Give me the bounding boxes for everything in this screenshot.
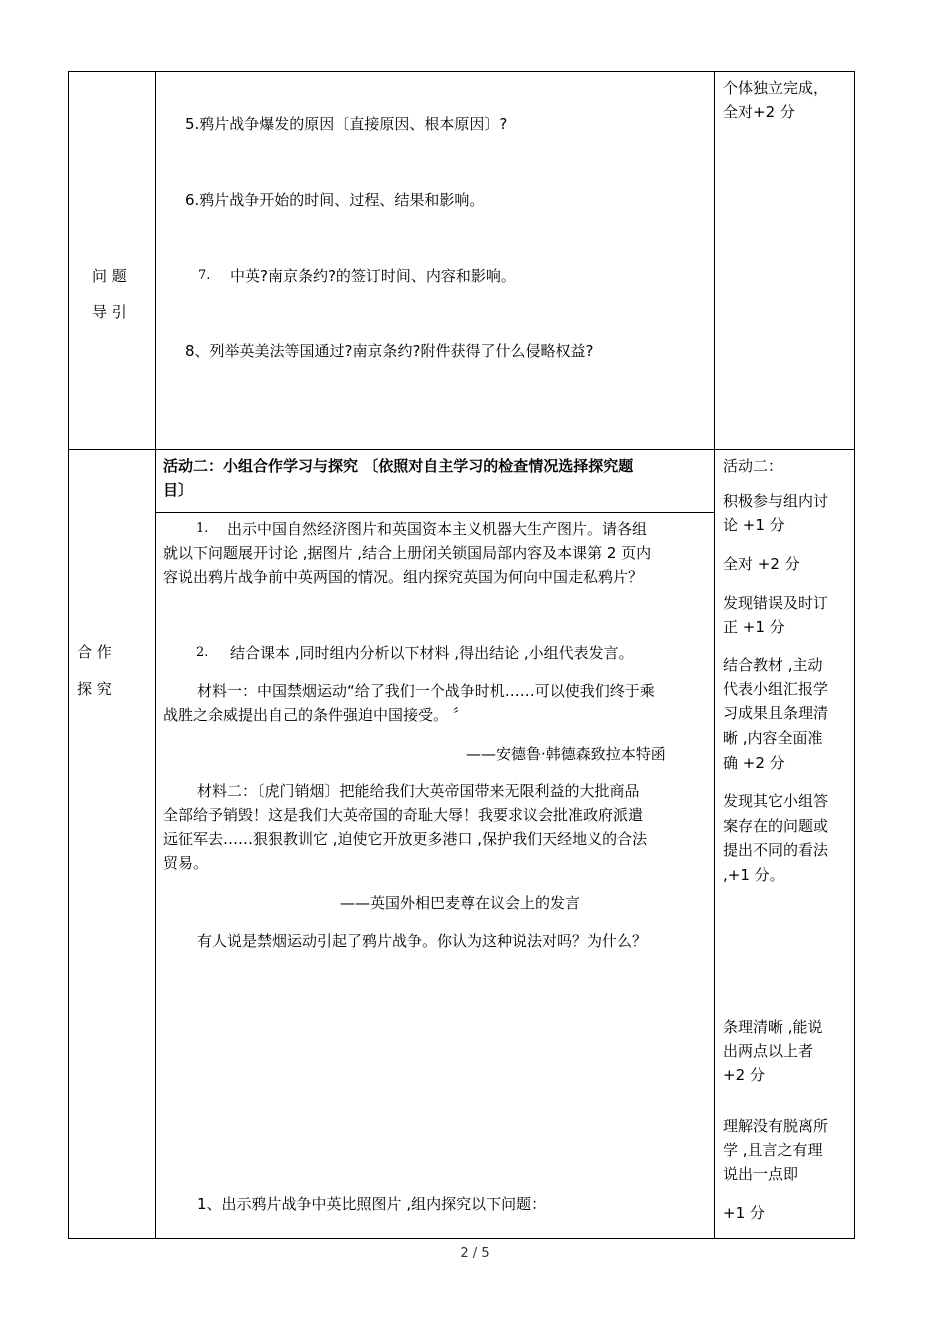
material-2-line4: 贸易。: [163, 854, 209, 872]
score-6-line3: +2 分: [723, 1066, 765, 1084]
material-1-source: ——安德鲁·韩德森致拉本特函: [466, 745, 666, 763]
table-left-border: [68, 71, 69, 1239]
score-4-line3: 习成果且条理清: [723, 704, 829, 722]
score-7-line2: 学 ,且言之有理: [723, 1141, 823, 1159]
table-col-divider-2: [714, 71, 715, 1239]
label-question-guide-2: 导 引: [92, 303, 127, 321]
label-cooperation-1: 合 作: [77, 643, 112, 661]
comparison-item-1: 1、出示鸦片战争中英比照图片 ,组内探究以下问题：: [197, 1195, 547, 1213]
question-5: 5.鸦片战争爆发的原因〔直接原因、根本原因〕?: [185, 115, 508, 133]
row-divider-guide-coop: [68, 449, 855, 450]
table-bottom-border: [68, 1238, 855, 1239]
score-3-line2: 正 +1 分: [723, 618, 785, 636]
score-4-line5: 确 +2 分: [723, 754, 785, 772]
material-1-line1: 材料一：中国禁烟运动“给了我们一个战争时机……可以使我们终于乘: [197, 682, 655, 700]
material-2-line3: 远征军去……狠狠教训它 ,迫使它开放更多港口 ,保护我们天经地义的合法: [163, 830, 648, 848]
label-question-guide-1: 问 题: [92, 267, 127, 285]
discussion-question: 有人说是禁烟运动引起了鸦片战争。你认为这种说法对吗？为什么？: [197, 932, 648, 950]
table-right-border: [854, 71, 855, 1239]
score-3-line1: 发现错误及时订: [723, 594, 829, 612]
question-8: 8、列举英美法等国通过?南京条约?附件获得了什么侵略权益?: [185, 342, 594, 360]
activity-2-title-line2: 目〕: [163, 481, 194, 499]
material-2-line2: 全部给予销毁！这是我们大英帝国的奇耻大辱！我要求议会批准政府派遣: [163, 806, 644, 824]
score-7-line3: 说出一点即: [723, 1165, 799, 1183]
score-5-line4: ,+1 分。: [723, 866, 785, 884]
activity-item-1-line1: 出示中国自然经济图片和英国资本主义机器大生产图片。请各组: [227, 520, 648, 538]
score-7-line1: 理解没有脱离所: [723, 1117, 829, 1135]
material-1-line2: 战胜之余威提出自己的条件强迫中国接受。 〞: [163, 706, 468, 724]
score-5-line1: 发现其它小组答: [723, 792, 829, 810]
table-col-divider-1: [155, 71, 156, 1239]
score-6-line2: 出两点以上者: [723, 1042, 814, 1060]
question-6: 6.鸦片战争开始的时间、过程、结果和影响。: [185, 191, 485, 209]
score-7-line4: +1 分: [723, 1204, 765, 1222]
row-divider-activity-title: [155, 512, 715, 513]
score-5-line3: 提出不同的看法: [723, 841, 829, 859]
score-activity-2-head: 活动二：: [723, 457, 784, 475]
score-6-line1: 条理清晰 ,能说: [723, 1018, 823, 1036]
activity-item-1-line3: 容说出鸦片战争前中英两国的情况。组内探究英国为何向中国走私鸦片？: [163, 568, 644, 586]
activity-item-2-text: 结合课本 ,同时组内分析以下材料 ,得出结论 ,小组代表发言。: [230, 644, 634, 662]
question-7-text: 中英?南京条约?的签订时间、内容和影响。: [230, 267, 516, 285]
score-4-line4: 晰 ,内容全面准: [723, 729, 823, 747]
question-7-number: 7.: [198, 268, 211, 283]
score-1-line2: 论 +1 分: [723, 516, 785, 534]
material-2-source: ——英国外相巴麦尊在议会上的发言: [340, 894, 581, 912]
score-1-line1: 积极参与组内讨: [723, 492, 829, 510]
label-cooperation-2: 探 究: [77, 680, 112, 698]
activity-item-1-number: 1.: [196, 521, 209, 536]
activity-2-title-line1: 活动二：小组合作学习与探究 〔依照对自主学习的检查情况选择探究题: [163, 457, 634, 475]
score-individual-line1: 个体独立完成，: [723, 79, 829, 97]
material-2-line1: 材料二：〔虎门销烟〕把能给我们大英帝国带来无限利益的大批商品: [197, 782, 640, 800]
table-top-border: [68, 71, 855, 72]
score-2: 全对 +2 分: [723, 555, 800, 573]
activity-item-1-line2: 就以下问题展开讨论 ,据图片 ,结合上册闭关锁国局部内容及本课第 2 页内: [163, 544, 652, 562]
page-number: 2 / 5: [460, 1246, 490, 1261]
activity-item-2-number: 2.: [196, 645, 209, 660]
score-4-line2: 代表小组汇报学: [723, 680, 829, 698]
score-4-line1: 结合教材 ,主动: [723, 656, 823, 674]
score-individual-line2: 全对+2 分: [723, 103, 795, 121]
score-5-line2: 案存在的问题或: [723, 817, 829, 835]
